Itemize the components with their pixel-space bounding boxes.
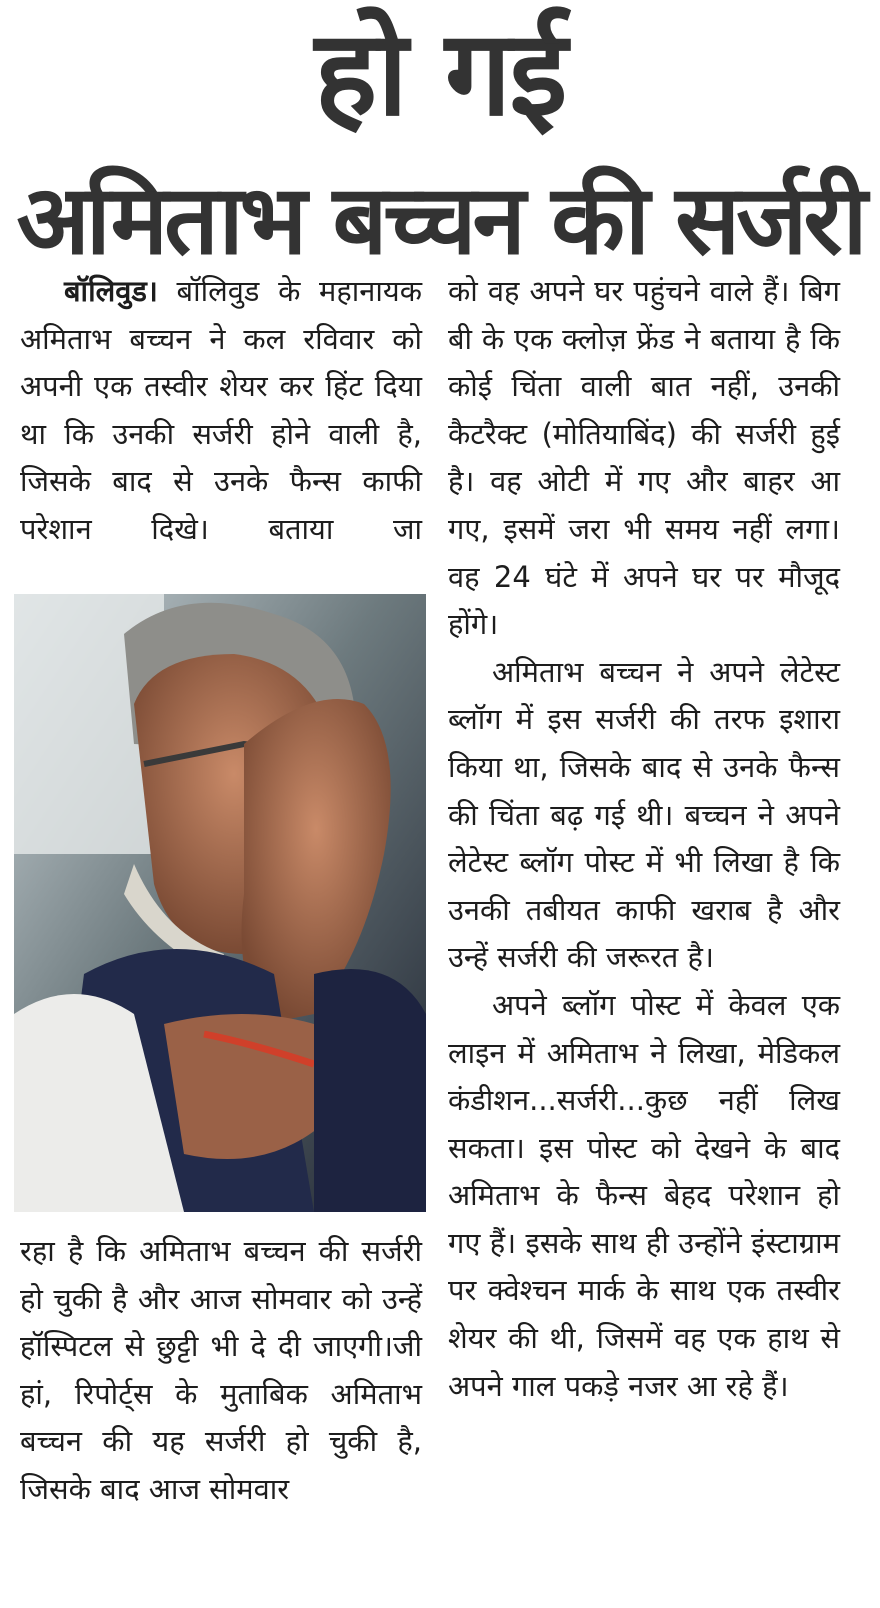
photo-illustration	[14, 594, 426, 1212]
article-column-1-top	[20, 268, 422, 554]
article-photo	[14, 594, 426, 1212]
paragraph: अमिताभ बच्चन ने अपने लेटेस्ट ब्लॉग में इस सर्जरी की तरफ इशारा किया था, जिसके बाद से उनके फैन्स की चिंता बढ़ गई थी। बच्चन ने अपने लेटेस्ट ब्लॉग पोस्ट में भी लिखा है कि उनकी तबीयत काफी खराब है और उन्हें सर्जरी की जरूरत है।	[448, 654, 840, 975]
headline-line-1: हो गई	[314, 4, 566, 142]
paragraph	[20, 268, 422, 554]
paragraph: अपने ब्लॉग पोस्ट में केवल एक लाइन में अमिताभ ने लिखा, मेडिकल कंडीशन...सर्जरी...कुछ नहीं लिख सकता। इस पोस्ट को देखने के बाद अमिताभ के फैन्स बेहद परेशान हो गए हैं। इसके साथ ही उन्होंने इंस्टाग्राम पर क्वेश्चन मार्क के साथ एक तस्वीर शेयर की थी, जिसमें वह एक हाथ से अपने गाल पकड़े नजर आ रहे हैं।	[448, 987, 840, 1403]
paragraph-text: बॉलिवुड के महानायक अमिताभ बच्चन ने कल रविवार को अपनी एक तस्वीर शेयर कर हिंट दिया था कि उनकी सर्जरी होने वाली है, जिसके बाद से उनके फैन्स काफी परेशान दिखे। बताया जा	[20, 274, 422, 546]
dateline: बॉलिवुड।	[64, 274, 158, 308]
paragraph: रहा है कि अमिताभ बच्चन की सर्जरी हो चुकी है और आज सोमवार को उन्हें हॉस्पिटल से छुट्टी भी दे दी जाएगी।जी हां, रिपोर्ट्स के मुताबिक अमिताभ बच्चन की यह सर्जरी हो चुकी है, जिसके बाद आज सोमवार	[20, 1234, 422, 1506]
article-column-1-bottom	[20, 1228, 422, 1514]
paragraph: को वह अपने घर पहुंचने वाले हैं। बिग बी के एक क्लोज़ फ्रेंड ने बताया है कि कोई चिंता वाली बात नहीं, उनकी कैटरैक्ट (मोतियाबिंद) की सर्जरी हुई है। वह ओटी में गए और बाहर आ गए, इसमें जरा भी समय नहीं लगा। वह 24 घंटे में अपने घर पर मौजूद होंगे।	[448, 274, 840, 642]
article-column-2	[448, 268, 840, 1410]
headline-line-2: अमिताभ बच्चन की सर्जरी	[16, 164, 864, 276]
